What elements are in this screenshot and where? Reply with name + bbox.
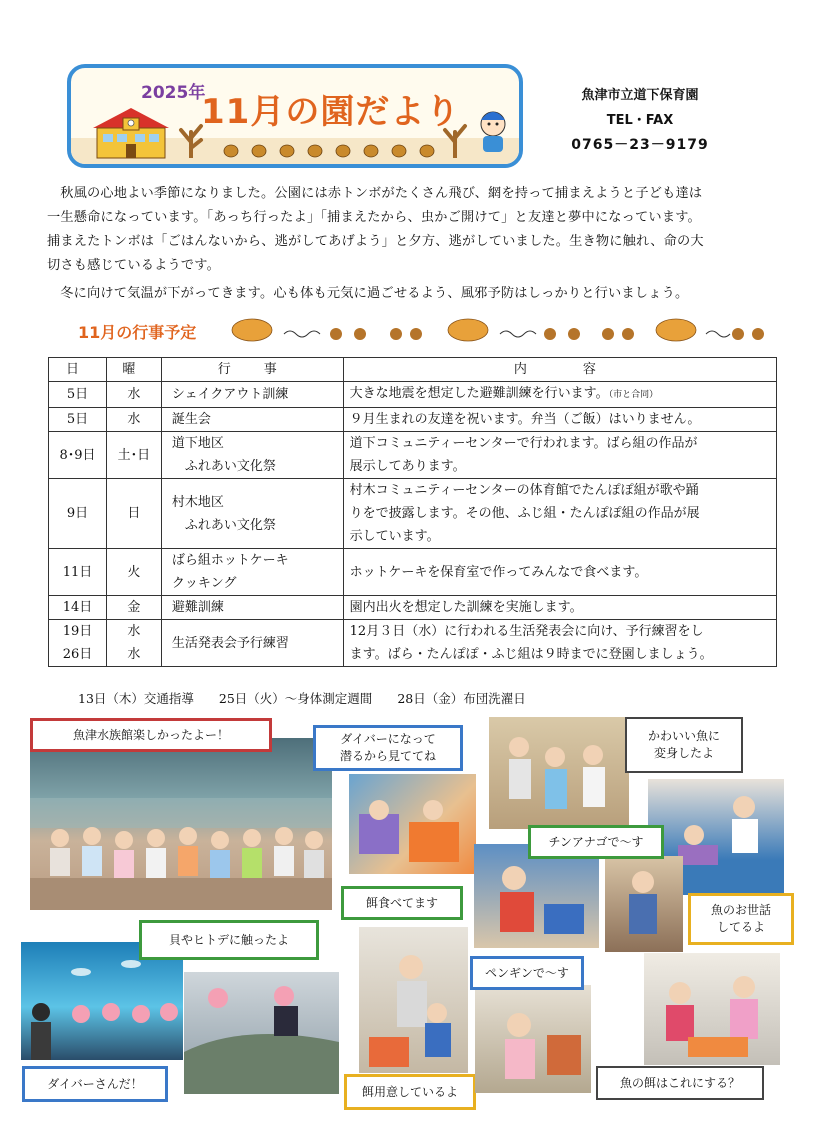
banner-title: 11月の園だより — [201, 92, 461, 132]
row-content: ９月生まれの友達を祝います。弁当（ご飯）はいりません。 — [343, 408, 776, 432]
table-row — [49, 596, 777, 620]
content-line: 大きな地震を想定した避難訓練を行います。 — [349, 386, 609, 401]
newsletter-banner — [67, 64, 523, 168]
row-event: シェイクアウト訓練 — [161, 382, 343, 408]
table-row — [49, 408, 777, 432]
touch-pool-illustration — [184, 972, 339, 1094]
intro-line: 切さも感じているようです。 — [47, 258, 220, 273]
fish-costume-photo — [489, 717, 629, 829]
caption-line: かわいい魚に — [647, 729, 720, 743]
feeding-photo — [605, 856, 683, 952]
caption-line: してるよ — [716, 920, 765, 934]
intro-paragraph-1 — [47, 182, 777, 278]
caption-line: 魚のお世話 — [710, 903, 771, 917]
row-event — [161, 549, 343, 596]
prepare-feed-photo — [359, 927, 468, 1073]
intro-line: 一生懸命になっています。「あっち行ったよ」「捕まえたから、虫かご開けて」と友達と夢中になっています。 — [47, 210, 701, 225]
event-line: クッキング — [171, 576, 237, 591]
penguin-photo — [475, 985, 591, 1093]
children-play-illustration — [349, 774, 476, 874]
row-event: 生活発表会予行練習 — [161, 620, 343, 667]
table-row — [49, 549, 777, 596]
contact-label: TEL・FAX — [606, 113, 674, 128]
row-event: 避難訓練 — [161, 596, 343, 620]
caption-fish-transform — [625, 717, 743, 773]
schedule-header-row — [49, 358, 777, 382]
children-feeding-illustration — [359, 927, 468, 1073]
caption-touch-shells: 貝やヒトデに触ったよ — [139, 920, 319, 960]
row-content — [343, 479, 776, 549]
aquarium-group-photo — [30, 738, 332, 910]
intro-line: 秋風の心地よい季節になりました。公園には赤トンボがたくさん飛び、網を持って捕まえようと子ども達は — [60, 186, 703, 201]
children-fish-hats-illustration — [489, 717, 629, 829]
row-weekday: 水 — [106, 408, 161, 432]
intro-paragraph-2: 冬に向けて気温が下がってきます。心も体も元気に過ごせるよう、風邪予防はしっかりと行いましょう。 — [60, 286, 689, 301]
caption-diver — [313, 725, 463, 771]
fish-feed-choice-photo — [644, 953, 780, 1065]
touch-pool-photo — [184, 972, 339, 1094]
banner-year: 2025年 — [141, 83, 206, 103]
row-event: 誕生会 — [161, 408, 343, 432]
content-line: 道下コミュニティーセンターで行われます。ばら組の作品が — [349, 436, 698, 451]
row-day: 5日 — [49, 408, 107, 432]
event-line: ばら組ホットケーキ — [171, 553, 289, 568]
header-weekday: 曜 — [106, 358, 161, 382]
caption-aquarium-fun: 魚津水族館楽しかったよー！ — [30, 718, 272, 752]
row-weekday: 水 水 — [106, 620, 161, 667]
row-content: 園内出火を想定した訓練を実施します。 — [343, 596, 776, 620]
eating-photo — [474, 844, 599, 948]
row-weekday: 金 — [106, 596, 161, 620]
row-weekday: 日 — [106, 479, 161, 549]
table-row — [49, 620, 777, 667]
caption-penguin: ペンギンで～す — [470, 956, 584, 990]
event-line: 道下地区 — [171, 436, 224, 451]
caption-line: ダイバーになって — [340, 732, 436, 746]
children-at-table-illustration — [644, 953, 780, 1065]
caption-eating-feed: 餌食べてます — [341, 886, 463, 920]
acorn-row-illustration — [221, 138, 451, 160]
event-line: ふれあい文化祭 — [171, 517, 276, 533]
child-eating-illustration — [474, 844, 599, 948]
row-day: 9日 — [49, 479, 107, 549]
additional-events-notice: 13日（木）交通指導 25日（火）～身体測定週間 28日（金）布団洗濯日 — [78, 691, 526, 706]
child-penguin-illustration — [475, 985, 591, 1093]
content-note: （市と合同） — [608, 390, 659, 400]
event-line: ふれあい文化祭 — [171, 459, 276, 474]
diver-play-photo — [349, 774, 476, 874]
table-row — [49, 479, 777, 549]
row-weekday: 土･日 — [106, 432, 161, 479]
header-event: 行 事 — [161, 358, 343, 382]
intro-line: 捕まえたトンボは「ごはんないから、逃がしてあげよう」と夕方、逃がしていました。生き物に触れ、命の大 — [47, 234, 704, 249]
row-weekday: 火 — [106, 549, 161, 596]
caption-line: 潜るから見ててね — [339, 749, 436, 763]
table-row — [49, 432, 777, 479]
schedule-heading: 11月の行事予定 — [78, 323, 197, 342]
caption-fish-feed-choice: 魚の餌はこれにする？ — [596, 1066, 764, 1100]
row-weekday: 水 — [106, 382, 161, 408]
row-content: ホットケーキを保育室で作ってみんなで食べます。 — [343, 549, 776, 596]
caption-prepare-feed: 餌用意しているよ — [344, 1074, 476, 1110]
row-event — [161, 432, 343, 479]
child-character-illustration — [473, 106, 513, 158]
table-row — [49, 382, 777, 408]
row-content — [343, 382, 776, 408]
children-group-illustration — [30, 738, 332, 910]
school-building-illustration — [85, 104, 177, 160]
row-content — [343, 432, 776, 479]
child-illustration — [605, 856, 683, 952]
caption-fish-care — [688, 893, 794, 945]
row-day: 19日 26日 — [49, 620, 107, 667]
phone-number: 0765－23－9179 — [571, 137, 709, 153]
header-content: 内 容 — [343, 358, 776, 382]
caption-chin-anago: チンアナゴで～す — [528, 825, 664, 859]
caption-diver-spotted: ダイバーさんだ！ — [22, 1066, 168, 1102]
row-event — [161, 479, 343, 549]
row-day: 5日 — [49, 382, 107, 408]
header-day: 日 — [49, 358, 107, 382]
row-day: 14日 — [49, 596, 107, 620]
content-line: りをで披露します。その他、ふじ組・たんぽぽ組の作品が展 — [349, 506, 700, 521]
content-line: 示しています。 — [349, 529, 440, 544]
content-line: ます。ばら・たんぽぽ・ふじ組は９時までに登園しましょう。 — [349, 647, 713, 662]
content-line: 村木コミュニティーセンターの体育館でたんぽぽ組が歌や踊 — [349, 483, 699, 498]
content-line: 展示してあります。 — [349, 459, 466, 474]
caption-line: 変身したよ — [653, 746, 714, 760]
row-day: 8･9日 — [49, 432, 107, 479]
row-day: 11日 — [49, 549, 107, 596]
schedule-table — [48, 357, 777, 667]
event-line: 村木地区 — [171, 494, 224, 510]
school-name: 魚津市立道下保育園 — [581, 88, 699, 103]
squirrel-acorn-border-decoration — [228, 312, 768, 344]
row-content — [343, 620, 776, 667]
content-line: 12月３日（水）に行われる生活発表会に向け、予行練習をし — [349, 624, 704, 639]
